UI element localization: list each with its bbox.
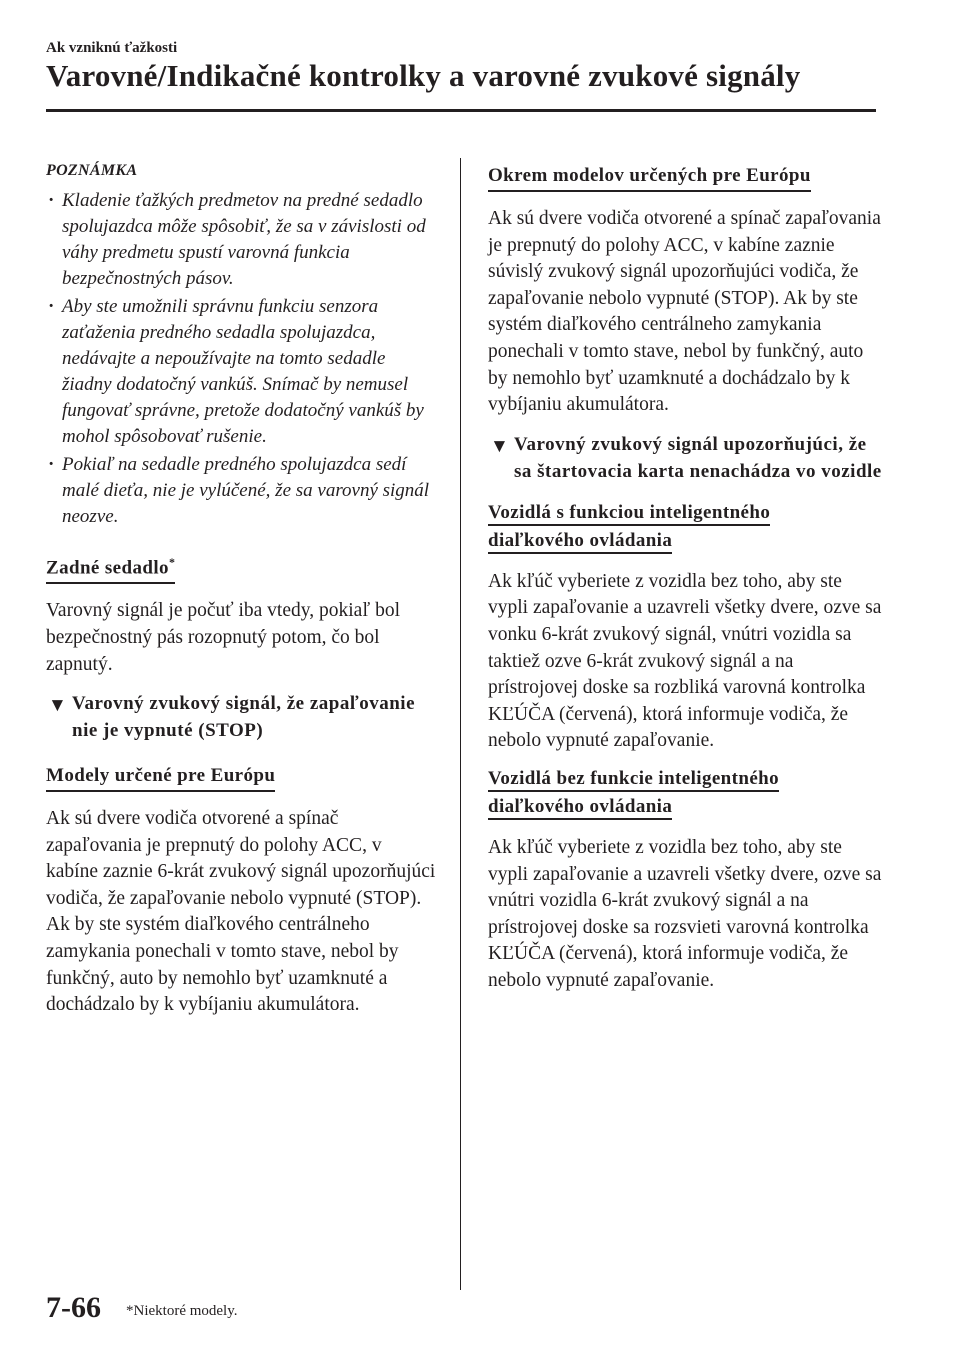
section-label: Ak vzniknú ťažkosti: [46, 40, 178, 56]
no-smart-key-heading: Vozidlá bez funkcie inteligentného diaľkového ovládania: [488, 765, 883, 821]
ignition-heading: ▼ Varovný zvukový signál, že zapaľovanie nie je vypnuté (STOP): [48, 693, 416, 742]
footnote: *Niektoré modely.: [126, 1303, 238, 1319]
page-number: 7-66: [46, 1291, 101, 1324]
rear-seat-text: Varovný signál je počuť iba vtedy, pokiaľ bol bezpečnostný pás rozopnutý potom, čo bol zapnutý.: [46, 600, 400, 675]
title-rule: [46, 109, 876, 112]
no-smart-key-text: Ak kľúč vyberiete z vozidla bez toho, aby ste vypli zapaľovanie a uzavreli všetky dvere, ozve sa vnútri vozidla 6-krát zvukový signál a na prístrojovej doske sa rozsvieti varovná kontrolka KĽÚČA (červená), ktorá informuje vodiča, že nebolo vypnuté zapaľovanie.: [488, 836, 882, 991]
note-item: · Kladenie ťažkých predmetov na predné sedadlo spolujazdca môže spôsobiť, že sa v závislosti od váhy predmetu spustí varovná funkcia bezpečnostných pásov.: [48, 190, 426, 289]
note-item: · Pokiaľ na sedadle predného spolujazdca sedí malé dieťa, nie je vylúčené, že sa varovný signál neozve.: [48, 454, 430, 527]
europe-text: Ak sú dvere vodiča otvorené a spínač zapaľovania je prepnutý do polohy ACC, v kabíne zaznie 6-krát zvukový signál upozorňujúci vodiča, že zapaľovanie nebolo vypnuté (STOP). Ak by ste systém diaľkového centrálneho zamykania ponechali v tomto stave, nebol by funkčný, auto by nemohlo byť uzamknuté a dochádzalo by k vybíjaniu akumulátora.: [46, 808, 436, 1016]
rear-seat-heading: Zadné sedadlo*: [46, 550, 175, 584]
bullet-icon: ·: [48, 454, 55, 475]
column-divider: [460, 158, 461, 1290]
note-list: [46, 188, 438, 530]
bullet-icon: ·: [48, 190, 55, 211]
non-europe-text: Ak sú dvere vodiča otvorené a spínač zapaľovania je prepnutý do polohy ACC, v kabíne zaznie súvislý zvukový signál upozorňujúci vodiča, že zapaľovanie nebolo vypnuté (STOP). Ak by ste systém diaľkového centrálneho zamykania ponechali v tomto stave, nebol by funkčný, auto by nemohlo byť uzamknuté a dochádzalo by k vybíjaniu akumulátora.: [488, 208, 881, 416]
left-column: [46, 158, 438, 1029]
non-europe-heading: Okrem modelov určených pre Európu: [488, 164, 811, 192]
smart-key-heading: Vozidlá s funkciou inteligentného diaľkového ovládania: [488, 499, 883, 555]
triangle-down-icon: ▼: [48, 695, 68, 717]
note-heading: POZNÁMKA: [46, 162, 138, 179]
page-title: Varovné/Indikačné kontrolky a varovné zvukové signály: [46, 58, 801, 93]
right-column: [488, 158, 883, 1004]
triangle-down-icon: ▼: [490, 435, 510, 457]
footnote-marker: *: [168, 555, 176, 569]
note-item: · Aby ste umožnili správnu funkciu senzora zaťaženia predného sedadla spolujazdca, nedávajte a nepoužívajte na tomto sedadle žiadny dodatočný vankúš. Snímač by nemusel fungovať správne, pretože dodatočný vankúš by mohol spôsobovať rušenie.: [48, 296, 424, 447]
card-heading: ▼ Varovný zvukový signál upozorňujúci, že sa štartovacia karta nenachádza vo vozidle: [490, 433, 882, 482]
bullet-icon: ·: [48, 296, 55, 317]
europe-heading: Modely určené pre Európu: [46, 764, 275, 792]
smart-key-text: Ak kľúč vyberiete z vozidla bez toho, aby ste vypli zapaľovanie a uzavreli všetky dvere, ozve sa vonku 6-krát zvukový signál, vnútri vozidla sa taktiež ozve 6-krát zvukový signál a na prístrojovej doske sa rozbliká varovná kontrolka KĽÚČA (červená), ktorá informuje vodiča, že nebolo vypnuté zapaľovanie.: [488, 570, 882, 752]
